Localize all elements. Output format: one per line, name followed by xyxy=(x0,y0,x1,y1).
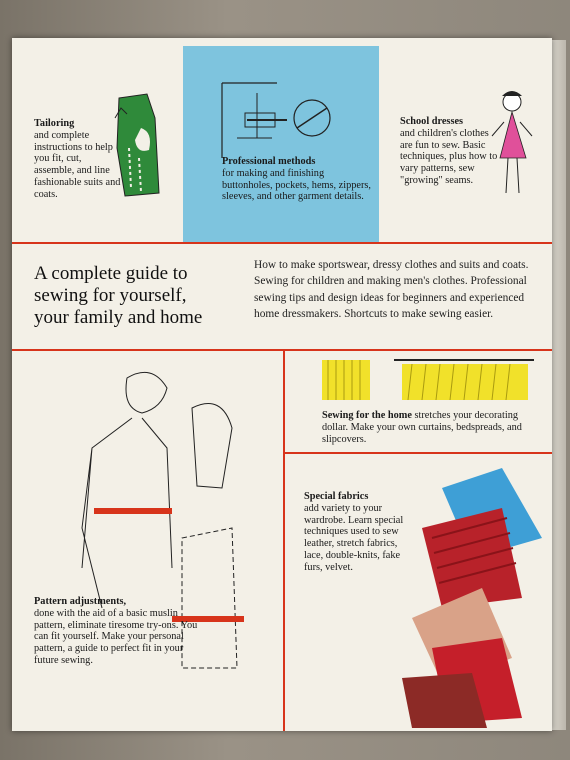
tailoring-text: and complete instructions to help you fit, cut, assemble, and line fashionable suits and coats. xyxy=(34,129,121,200)
book-back-cover xyxy=(12,38,552,731)
school-heading: School dresses xyxy=(400,116,464,127)
guide-title-line3: your family and home xyxy=(34,307,203,328)
guide-title xyxy=(34,263,249,329)
pattern-block xyxy=(34,596,204,667)
professional-block xyxy=(222,156,372,203)
girl-dress-illustration xyxy=(482,88,542,208)
divider-top xyxy=(12,242,552,244)
guide-title-line1: A complete guide to xyxy=(34,263,188,284)
divider-right xyxy=(283,452,552,454)
buttonhole-illustration xyxy=(217,73,337,163)
fabrics-text: add variety to your wardrobe. Learn special techniques used to sew leather, stretch fabrics, lace, double-knits, fake furs, velvet. xyxy=(304,502,404,573)
tailoring-jacket-illustration xyxy=(107,88,177,198)
divider-middle xyxy=(12,349,552,351)
tailoring-heading: Tailoring xyxy=(34,118,75,129)
fabrics-heading: Special fabrics xyxy=(304,491,369,502)
book-spine xyxy=(552,40,566,730)
home-heading: Sewing for the home xyxy=(322,410,412,421)
professional-text: for making and finishing buttonholes, pockets, hems, zippers, sleeves, and other garment details. xyxy=(222,167,371,203)
curtain-illustration xyxy=(322,356,542,406)
guide-title-line2: sewing for yourself, xyxy=(34,285,187,306)
pattern-heading: Pattern adjustments, xyxy=(34,596,127,607)
guide-text: How to make sportswear, dressy clothes and suits and coats. Sewing for children and making men's clothes. Professional sewing tips and design ideas for beginners and experienced home dressmakers. Shortcuts to make sewing easier. xyxy=(254,259,529,321)
divider-vertical xyxy=(283,349,285,731)
home-text: stretches your decorating dollar. Make your own curtains, bedspreads, and slipcovers. xyxy=(322,410,522,445)
school-text: and children's clothes are fun to sew. Basic techniques, plus how to vary patterns, sew "growing" seams. xyxy=(400,127,498,186)
fabric-swatches xyxy=(392,468,552,728)
home-block xyxy=(322,410,532,445)
pattern-text: done with the aid of a basic muslin pattern, eliminate tiresome try-ons. You can fit yourself. Make your personal pattern, a guide to perfect fit in your future sewing. xyxy=(34,607,198,666)
professional-heading: Professional methods xyxy=(222,156,316,167)
